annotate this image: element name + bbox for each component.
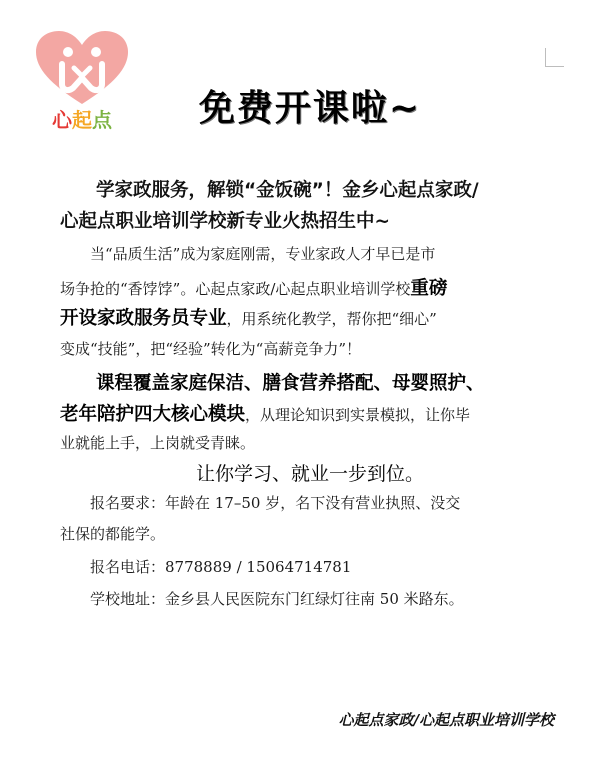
page-title: 免费开课啦~ xyxy=(198,88,422,129)
para1-line-3-bold: 开设家政服务员专业 xyxy=(60,308,227,329)
phone-line: 报名电话：8778889 / 15064714781 xyxy=(90,558,352,576)
logo-wordmark xyxy=(40,104,124,133)
para2-line-2 xyxy=(60,400,560,426)
logo-char-3: 点 xyxy=(92,108,112,132)
headline-line-1: 学家政服务，解锁“金饭碗”！金乡心起点家政/ xyxy=(96,180,479,201)
heart-logo-icon xyxy=(32,28,132,108)
para1-line-3 xyxy=(60,304,560,330)
address-line: 学校地址：金乡县人民医院东门红绿灯往南 50 米路东。 xyxy=(90,590,464,608)
footer-signature: 心起点家政/心起点职业培训学校 xyxy=(338,711,554,729)
para1-line-2-bold: 重磅 xyxy=(410,278,448,299)
para2-line-1 xyxy=(96,369,596,395)
page-corner-mark xyxy=(545,48,564,67)
para1-line-3-text: ，用系统化教学，帮你把“细心” xyxy=(226,310,437,328)
para2-line-1-bold: 课程覆盖家庭保洁、膳食营养搭配、母婴照护、 xyxy=(96,373,485,394)
para2-line-2-bold: 老年陪护四大核心模块 xyxy=(60,404,246,425)
brand-logo xyxy=(32,28,132,132)
headline-line-2: 心起点职业培训学校新专业火热招生中~ xyxy=(60,211,391,232)
requirements-line-1: 报名要求：年龄在 17–50 岁，名下没有营业执照、没交 xyxy=(90,494,461,512)
requirements-line-2: 社保的都能学。 xyxy=(60,525,166,543)
para2-line-3: 业就能上手，上岗就受青睐。 xyxy=(60,434,256,452)
para1-line-1: 当“品质生活”成为家庭刚需，专业家政人才早已是市 xyxy=(90,245,436,263)
para1-line-4: 变成“技能”，把“经验”转化为“高薪竞争力”！ xyxy=(60,340,362,358)
para1-line-2-text: 场争抢的“香饽饽”。心起点家政/心起点职业培训学校 xyxy=(60,280,411,298)
emphasis-line: 让你学习、就业一步到位。 xyxy=(195,463,424,485)
para1-line-2 xyxy=(60,274,560,300)
para2-line-2-text: ，从理论知识到实景模拟，让你毕 xyxy=(245,406,471,424)
logo-char-1: 心 xyxy=(52,108,72,132)
logo-char-2: 起 xyxy=(72,108,92,132)
